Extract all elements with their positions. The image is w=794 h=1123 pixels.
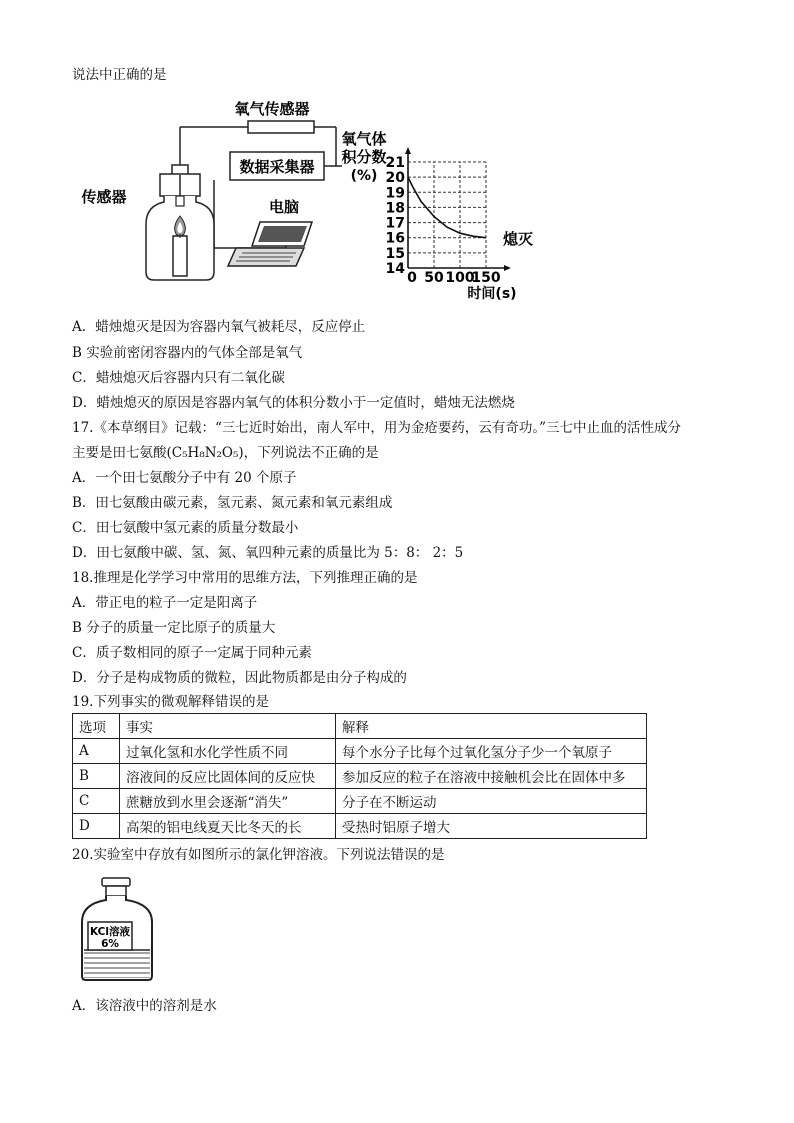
- bottle-with-candle: [146, 165, 214, 280]
- header-explanation: 解释: [336, 714, 647, 739]
- y-axis-arrow: [405, 147, 411, 154]
- q18-stem: 18.推理是化学学习中常用的思维方法，下列推理正确的是: [72, 570, 418, 586]
- bottle-label-name: KCl溶液: [90, 926, 130, 938]
- header-fact: 事实: [120, 714, 336, 739]
- q17-stem-line2: 主要是田七氨酸(C₅H₈N₂O₅)，下列说法不正确的是: [72, 445, 379, 461]
- row-fact: 溶液间的反应比固体间的反应快: [120, 764, 336, 789]
- oxygen-sensor-title: 氧气传感器: [234, 100, 310, 118]
- x-tick-label: 0: [407, 270, 417, 286]
- q17-option-d: D．田七氨酸中碳、氢、氮、氧四种元素的质量比为 5：8： 2：5: [72, 545, 464, 561]
- y-tick-label: 15: [385, 245, 405, 262]
- q16-option-c: C．蜡烛熄灭后容器内只有二氧化碳: [72, 370, 285, 386]
- table-header-row: [73, 714, 647, 739]
- row-explanation: 每个水分子比每个过氧化氢分子少一个氧原子: [336, 739, 647, 764]
- q18-option-b: B 分子的质量一定比原子的质量大: [72, 620, 276, 636]
- x-tick-label: 150: [471, 270, 501, 286]
- y-axis-title-3: (%): [350, 168, 378, 184]
- q18-option-c: C．质子数相同的原子一定属于同种元素: [72, 645, 312, 661]
- x-axis-title: 时间(s): [467, 286, 517, 302]
- y-axis-title-2: 积分数: [341, 148, 387, 166]
- table-row: [73, 764, 647, 789]
- q17-option-a: A．一个田七氨酸分子中有 20 个原子: [72, 470, 297, 486]
- q20-option-a: A．该溶液中的溶剂是水: [72, 998, 217, 1014]
- y-tick-label: 17: [385, 215, 405, 232]
- q16-option-b: B 实验前密闭容器内的气体全部是氧气: [72, 345, 303, 361]
- laptop-icon: [228, 222, 312, 266]
- row-option: B: [73, 764, 120, 789]
- row-explanation: 参加反应的粒子在溶液中接触机会比在固体中多: [336, 764, 647, 789]
- q17-option-c: C．田七氨酸中氢元素的质量分数最小: [72, 520, 299, 536]
- row-option: A: [73, 739, 120, 764]
- q17-option-b: B．田七氨酸由碳元素，氢元素、氮元素和氧元素组成: [72, 495, 393, 511]
- y-tick-label: 21: [385, 155, 405, 171]
- extinguish-label: 熄灭: [502, 230, 534, 248]
- q16-option-d: D．蜡烛熄灭的原因是容器内氧气的体积分数小于一定值时，蜡烛无法燃烧: [72, 395, 515, 411]
- table-row: [73, 739, 647, 764]
- row-fact: 蔗糖放到水里会逐渐“消失”: [120, 789, 336, 814]
- y-tick-label: 14: [385, 261, 405, 277]
- experiment-figure: [72, 90, 542, 310]
- q19-stem: 19.下列事实的微观解释错误的是: [72, 694, 269, 710]
- table-row: [73, 789, 647, 814]
- y-tick-label: 19: [385, 185, 405, 202]
- oxygen-sensor-box: [248, 121, 314, 133]
- q19-table: [72, 713, 647, 839]
- x-tick-label: 100: [445, 270, 475, 286]
- y-axis-title-1: 氧气体: [341, 130, 387, 148]
- x-tick-label: 50: [424, 270, 444, 286]
- q20-stem: 20.实验室中存放有如图所示的氯化钾溶液。下列说法错误的是: [72, 847, 445, 863]
- computer-label: 电脑: [268, 198, 300, 216]
- bottle-label-percent: 6%: [101, 938, 119, 950]
- y-tick-label: 20: [385, 170, 405, 187]
- row-explanation: 受热时铝原子增大: [336, 814, 647, 839]
- data-collector-label: 数据采集器: [239, 158, 315, 176]
- x-axis-arrow: [504, 265, 511, 271]
- q17-stem-line1: 17.《本草纲目》记载：“三七近时始出，南人军中，用为金疮要药，云有奇功。”三七中止血的活性成分: [72, 420, 682, 436]
- row-fact: 高架的铝电线夏天比冬天的长: [120, 814, 336, 839]
- header-option: 选项: [73, 714, 120, 739]
- table-row: [73, 814, 647, 839]
- y-tick-label: 16: [385, 230, 405, 247]
- row-explanation: 分子在不断运动: [336, 789, 647, 814]
- y-tick-label: 18: [385, 200, 405, 217]
- oxygen-chart: [386, 147, 511, 286]
- row-option: C: [73, 789, 120, 814]
- q16-option-a: A．蜡烛熄灭是因为容器内氧气被耗尽，反应停止: [72, 319, 366, 335]
- row-fact: 过氧化氢和水化学性质不同: [120, 739, 336, 764]
- lead-text: 说法中正确的是: [72, 67, 167, 83]
- q18-option-a: A．带正电的粒子一定是阳离子: [72, 595, 258, 611]
- q18-option-d: D．分子是构成物质的微粒，因此物质都是由分子构成的: [72, 670, 407, 686]
- sensor-label: 传感器: [81, 188, 127, 206]
- row-option: D: [73, 814, 120, 839]
- kcl-bottle-figure: [78, 876, 158, 984]
